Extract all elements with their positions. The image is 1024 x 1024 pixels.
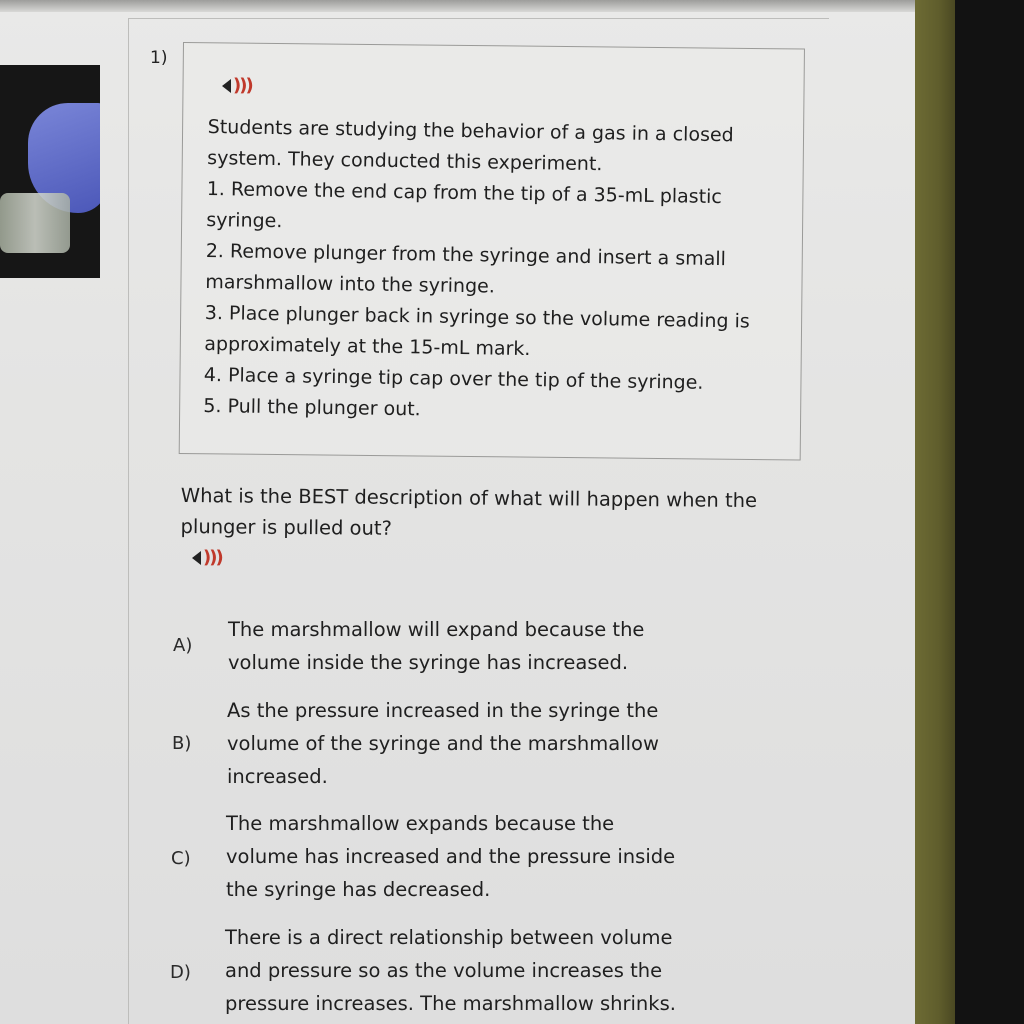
question-line: What is the BEST description of what will happen when the bbox=[180, 483, 758, 513]
option-letter: D) bbox=[170, 962, 191, 983]
option-letter: A) bbox=[173, 635, 193, 656]
option-line: As the pressure increased in the syringe the bbox=[227, 699, 659, 722]
passage-line: 3. Place plunger back in syringe so the volume reading is bbox=[204, 301, 750, 333]
question-stem bbox=[180, 480, 801, 547]
question-line: plunger is pulled out? bbox=[180, 514, 392, 540]
option-line: There is a direct relationship between volume bbox=[225, 926, 673, 949]
answer-option-b[interactable] bbox=[172, 694, 787, 793]
top-bezel bbox=[0, 0, 915, 12]
question-number: 1) bbox=[150, 48, 168, 68]
option-letter: C) bbox=[171, 848, 191, 869]
speaker-icon[interactable]: ))) bbox=[192, 544, 222, 568]
answer-option-c[interactable] bbox=[171, 807, 786, 906]
passage-line: 5. Pull the plunger out. bbox=[203, 394, 421, 421]
option-line: volume of the syringe and the marshmallow bbox=[227, 732, 659, 755]
passage-line: system. They conducted this experiment. bbox=[207, 146, 603, 176]
option-line: volume has increased and the pressure inside bbox=[226, 845, 676, 868]
answer-option-a[interactable] bbox=[173, 613, 788, 679]
right-bezel bbox=[915, 0, 955, 1024]
option-line: pressure increases. The marshmallow shrinks. bbox=[225, 992, 676, 1015]
passage-line: approximately at the 15-mL mark. bbox=[204, 332, 531, 361]
passage-line: 2. Remove plunger from the syringe and insert a small bbox=[205, 239, 727, 271]
background-right bbox=[955, 0, 1024, 1024]
option-line: the syringe has decreased. bbox=[226, 878, 491, 901]
passage-line: Students are studying the behavior of a gas in a closed bbox=[207, 115, 734, 147]
option-line: and pressure so as the volume increases the bbox=[225, 959, 663, 982]
passage-line: 4. Place a syringe tip cap over the tip of the syringe. bbox=[203, 363, 704, 394]
option-line: The marshmallow expands because the bbox=[226, 812, 615, 835]
option-line: volume inside the syringe has increased. bbox=[228, 651, 629, 674]
syringe-barrel bbox=[0, 193, 70, 253]
passage-line: 1. Remove the end cap from the tip of a 35-mL plastic bbox=[206, 177, 723, 209]
passage-line: marshmallow into the syringe. bbox=[205, 270, 496, 298]
option-line: increased. bbox=[227, 765, 328, 788]
speaker-icon[interactable]: ))) bbox=[222, 72, 252, 96]
syringe-image bbox=[0, 65, 100, 278]
passage-text bbox=[203, 112, 768, 431]
option-line: The marshmallow will expand because the bbox=[228, 618, 645, 641]
passage-line: syringe. bbox=[206, 208, 283, 233]
option-letter: B) bbox=[172, 733, 192, 754]
answer-option-d[interactable] bbox=[170, 921, 785, 1020]
